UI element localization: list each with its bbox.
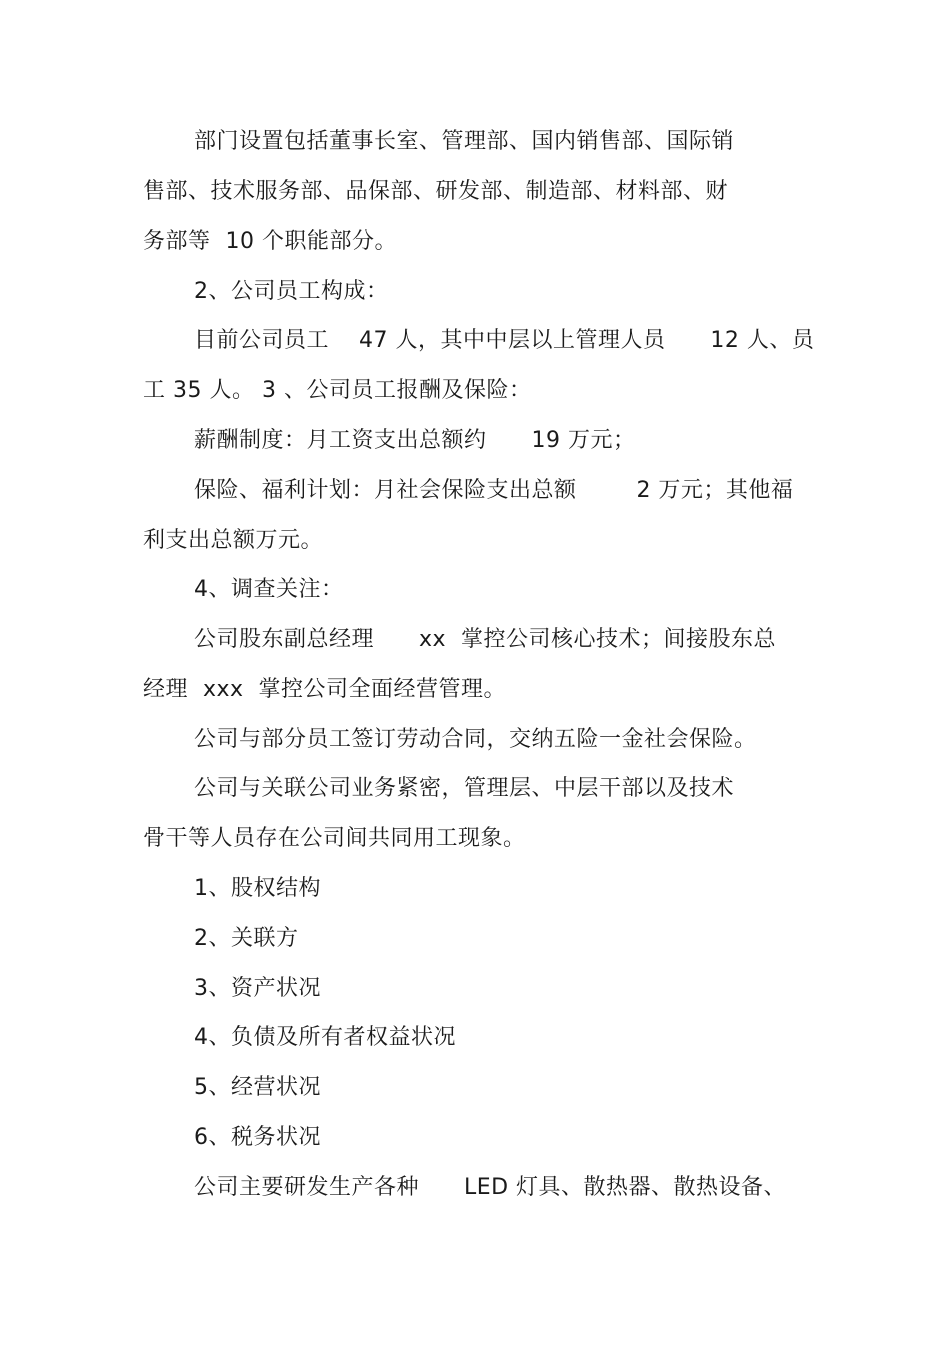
- list-item: 2、关联方: [194, 926, 299, 951]
- paragraph-line: 骨干等人员存在公司间共同用工现象。: [143, 826, 526, 851]
- paragraph-line: 部门设置包括董事长室、管理部、国内销售部、国际销: [194, 129, 735, 154]
- section-heading: 2、公司员工构成：: [194, 279, 389, 304]
- paragraph-line: 工 35 人。 3 、公司员工报酬及保险：: [143, 378, 532, 403]
- paragraph-line: 目前公司员工 47 人，其中中层以上管理人员 12 人、员: [194, 328, 815, 353]
- paragraph-line: 经理 xxx 掌控公司全面经营管理。: [143, 677, 507, 702]
- paragraph-line: 利支出总额万元。: [143, 528, 324, 553]
- paragraph-line: 公司与部分员工签订劳动合同，交纳五险一金社会保险。: [194, 727, 757, 752]
- paragraph-line: 保险、福利计划：月社会保险支出总额 2 万元；其他福: [194, 478, 794, 503]
- paragraph-line: 公司与关联公司业务紧密，管理层、中层干部以及技术: [194, 776, 735, 801]
- section-heading: 4、调查关注：: [194, 577, 344, 602]
- paragraph-line: 公司主要研发生产各种 LED 灯具、散热器、散热设备、: [194, 1175, 787, 1200]
- list-item: 6、税务状况: [194, 1125, 321, 1150]
- paragraph-line: 售部、技术服务部、品保部、研发部、制造部、材料部、财: [143, 179, 729, 204]
- list-item: 1、股权结构: [194, 876, 321, 901]
- paragraph-line: 公司股东副总经理 xx 掌控公司核心技术；间接股东总: [194, 627, 776, 652]
- list-item: 4、负债及所有者权益状况: [194, 1025, 456, 1050]
- paragraph-line: 务部等 10 个职能部分。: [143, 229, 397, 254]
- list-item: 3、资产状况: [194, 976, 321, 1001]
- paragraph-line: 薪酬制度：月工资支出总额约 19 万元；: [194, 428, 636, 453]
- list-item: 5、经营状况: [194, 1075, 321, 1100]
